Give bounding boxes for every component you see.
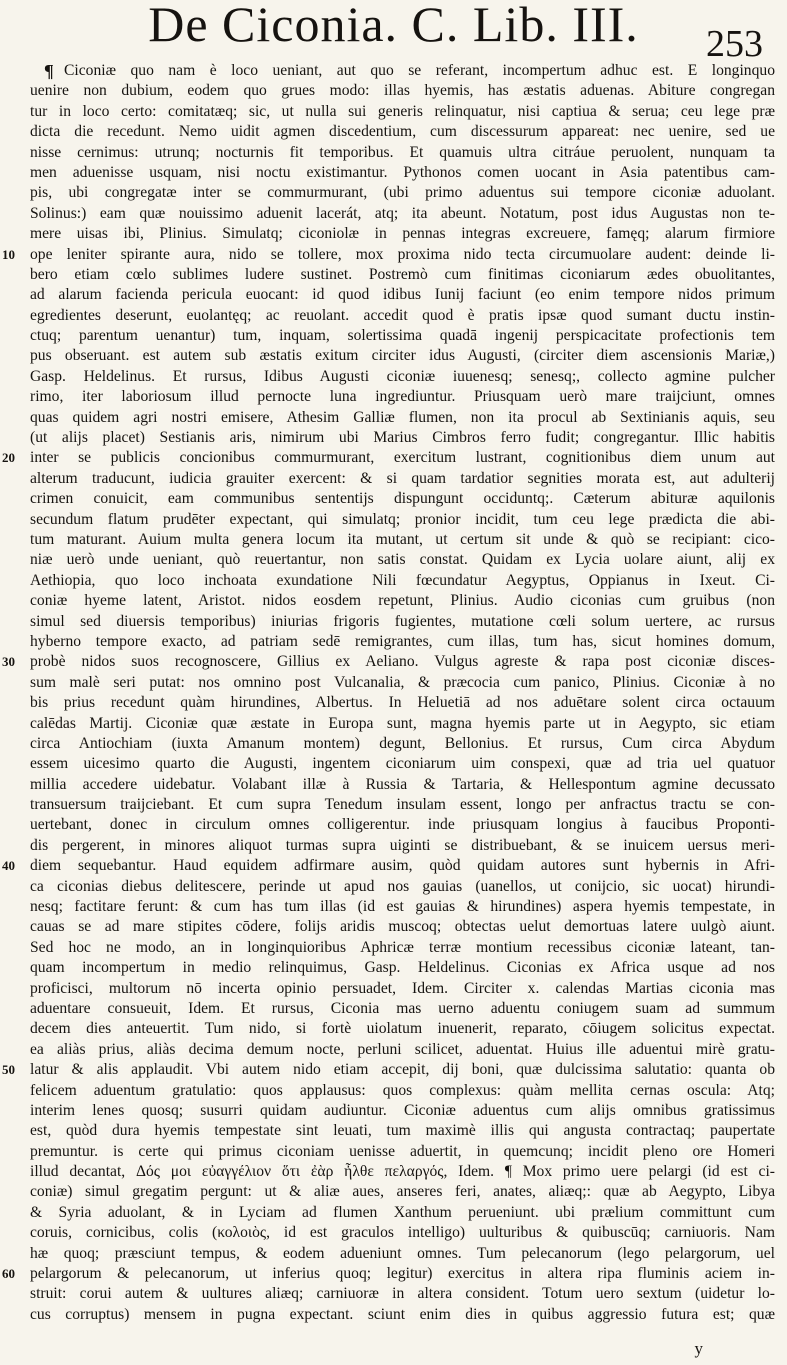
line-text: crimen conuicit, eam communibus sententijs dispungunt occiduntq;. Cæterum abituræ aquilonis bbox=[30, 490, 775, 508]
text-line bbox=[0, 1060, 787, 1080]
line-text: pelargorum & pelecanorum, ut inferius quoq; legitur) exercitus in altera ripa fluminis aciem in- bbox=[30, 1265, 775, 1283]
line-number: 30 bbox=[2, 654, 15, 670]
line-text: premuntur. is certe qui primus ciconiam uenisse aduertit, in quemcunq; incidit pleno ore Homeri bbox=[30, 1142, 775, 1160]
line-text: probè nidos suos recognoscere, Gillius ex Aeliano. Vulgus agreste & rapa post ciconiæ disces- bbox=[30, 653, 775, 671]
text-line bbox=[0, 285, 787, 305]
line-text: ca ciconias diebus delitescere, perinde ut apud nos gauias (uanellos, ut conijcio, sic uocat) hirundi- bbox=[30, 877, 775, 895]
body-text bbox=[0, 61, 787, 1325]
line-text: rimo, iter laboriosum illud pernocte luna ingrediuntur. Priusquam uerò mare traijciunt, omnes bbox=[30, 388, 775, 406]
text-line bbox=[0, 917, 787, 937]
text-line bbox=[0, 265, 787, 285]
text-line bbox=[0, 1121, 787, 1141]
line-text: Ciconiæ quo nam è loco ueniant, aut quo se referant, incompertum adhuc est. E longinquo bbox=[64, 62, 775, 79]
text-line bbox=[0, 673, 787, 693]
text-line bbox=[0, 856, 787, 876]
line-text: illud decantat, Δός μοι εὐαγγέλιον ὅτι ἐὰρ ἦλθε πελαργός, Idem. ¶ Mox primo uere pelargi (id est ci- bbox=[30, 1163, 775, 1181]
line-text: millia accedere uidebatur. Volabant illæ à Russia & Tartaria, & Hellespontum agmine decussato bbox=[30, 775, 775, 793]
signature-mark: y bbox=[694, 1339, 703, 1358]
line-text: ope leniter spirante aura, nido se tollere, mox proxima nido tecta circumuolare audent: deinde li- bbox=[30, 245, 775, 263]
text-line bbox=[0, 367, 787, 387]
line-number: 10 bbox=[2, 246, 15, 262]
text-line bbox=[0, 204, 787, 224]
text-line bbox=[0, 1244, 787, 1264]
text-line bbox=[0, 958, 787, 978]
text-line bbox=[0, 714, 787, 734]
line-text: uenire non dubium, eodem quo grues modo: illas hyemis, has æstatis aduenas. Abiture congregan bbox=[30, 82, 775, 100]
text-line bbox=[0, 428, 787, 448]
text-line bbox=[0, 734, 787, 754]
text-line bbox=[0, 510, 787, 530]
text-line bbox=[0, 693, 787, 713]
line-text: niæ uerò unde ueniant, quò reuertantur, non satis constat. Quidam ex Lycia uolare aiunt, alij ex bbox=[30, 551, 775, 569]
line-text: simul sed diuersis temporibus) iniurias frigoris fugientes, mutatione cœli solum uertere, ac rursus bbox=[30, 612, 775, 630]
text-line bbox=[0, 1142, 787, 1162]
text-line bbox=[0, 795, 787, 815]
text-line bbox=[0, 183, 787, 203]
line-text: & Syria aduolant, & in Lyciam ad flumen Xanthum perueniunt. ubi prælium committunt cum bbox=[30, 1203, 775, 1221]
text-line bbox=[0, 81, 787, 101]
text-line bbox=[0, 1203, 787, 1223]
line-text: dicta die recedunt. Nemo uidit agmen discedentium, cum discessurum appareat: nec uenire, sed ue bbox=[30, 123, 775, 141]
line-text: aduentare consueuit, Idem. Et rursus, Ciconia mas uerno aduentu coniugem suam ad summum bbox=[30, 999, 775, 1017]
line-text: cauas se ad mare stipites cōdere, folijs aridis muscoq; obtectas uelut demortuas latere uulgò aiunt. bbox=[30, 918, 775, 936]
text-line bbox=[0, 530, 787, 550]
text-line bbox=[0, 591, 787, 611]
line-text: Sed hoc ne modo, an in longinquioribus Aphricæ terræ montium recessibus ciconiæ lateant, tan- bbox=[30, 938, 775, 956]
text-line bbox=[0, 326, 787, 346]
line-text: Solinus:) eam quæ nouissimo aduenit lacerát, atq; ita abeunt. Notatum, post idus Augustas non te- bbox=[30, 204, 775, 222]
page-number: 253 bbox=[706, 23, 763, 65]
text-line bbox=[0, 632, 787, 652]
running-title: De Ciconia. C. Lib. III. bbox=[148, 0, 639, 52]
text-line bbox=[0, 938, 787, 958]
line-text: secundum flatum prudēter expectant, qui simulatq; pronior incidit, tum ceu lege prædicta die abi- bbox=[30, 510, 775, 528]
line-text: hyberno tempore exacto, ad patriam sedē remigrantes, cum illas, tum has, sicut homines domum, bbox=[30, 632, 775, 650]
text-line bbox=[0, 897, 787, 917]
line-text: transuersum traijciebant. Et cum supra Tenedum insulam essent, longo per anfractus tractu se con- bbox=[30, 796, 775, 814]
text-line bbox=[0, 306, 787, 326]
text-line bbox=[0, 122, 787, 142]
text-line bbox=[0, 1101, 787, 1121]
line-text: decem dies anteuertit. Tum nido, si fortè uiolatum inuenerit, reparato, cōiugem solicitus expectat. bbox=[30, 1020, 775, 1038]
line-text: ea aliàs prius, aliàs decima demum nocte, perluni scilicet, aduentat. Huius ille aduentui mirè gratu- bbox=[30, 1040, 775, 1058]
line-text: tum maturant. Auium multa genera locum ita mutant, ut certum sit unde & quò se recipiant: cico- bbox=[30, 530, 775, 548]
line-text: interim lenes quosq; susurri quidam audiuntur. Ciconiæ aduentus cum alijs omnibus gratissimus bbox=[30, 1101, 775, 1119]
text-line bbox=[0, 1162, 787, 1182]
line-text: tur in loco certo: comitatæq; sic, ut nulla sui generis relinquatur, nisi captiua & serua; ceu lege præ bbox=[30, 102, 775, 120]
line-text: mere uisas ibi, Plinius. Simulatq; ciconiolæ in pennas integras excreuere, famęq; alarum firmiore bbox=[30, 225, 775, 243]
line-text: est, quòd dura hyemis tempestate sint leuati, tum maximè illis qui angusta contractaq; paupertate bbox=[30, 1122, 775, 1140]
line-text: diem sequebantur. Haud equidem adfirmare ausim, quòd quidam autores sunt hybernis in Afri- bbox=[30, 857, 775, 875]
line-text: alterum traducunt, iudicia grauiter exercent: & si quam tardatior segnities morata est, aut adulterij bbox=[30, 469, 775, 487]
line-text: pus obseruant. est autem sub æstatis exitum circiter idus Augusti, (circiter diem ascensionis Mariæ,) bbox=[30, 347, 775, 365]
line-text: uertebant, donec in circulum omnes colligerentur. inde priusquam longius à faucibus Proponti- bbox=[30, 816, 775, 834]
text-line bbox=[0, 1081, 787, 1101]
text-line bbox=[0, 836, 787, 856]
text-line bbox=[0, 1182, 787, 1202]
text-line bbox=[0, 1284, 787, 1304]
line-text: nisse cernimus: utrunq; nocturnis fit temporibus. Et quamuis ultra citráue peruolent, nunquam ta bbox=[30, 143, 775, 161]
text-line bbox=[0, 245, 787, 265]
page-header bbox=[0, 0, 787, 65]
line-text: quas quidem agri nostri emisere, Athesim Galliæ flumen, non ita procul ab Sextinianis aquis, seu bbox=[30, 408, 775, 426]
line-text: men aduenisse usquam, nisi noctu existimantur. Pythonos comen uocant in Asia patentibus cam- bbox=[30, 163, 775, 181]
text-line bbox=[0, 163, 787, 183]
text-line bbox=[0, 652, 787, 672]
line-number: 40 bbox=[2, 858, 15, 874]
text-line bbox=[0, 775, 787, 795]
line-text: ctuq; parentum uenantur) tum, inquam, solertissima quadā ingenij perspicacitate profectionis tem bbox=[30, 327, 775, 345]
text-line bbox=[0, 489, 787, 509]
text-line bbox=[0, 1305, 787, 1325]
line-text: nesq; factitare ferunt: & cum has tum illas (id est gauias & hirundines) aspera hyemis tempestate, in bbox=[30, 898, 775, 916]
line-text: pis, ubi congregatæ inter se commurmurant, (ubi primo aduentus sui tempore ciconiæ aduolant. bbox=[30, 184, 775, 202]
line-text: hæ quoq; præsciunt tempus, & eodem adueniunt omnes. Tum pelecanorum (lego pelargorum, uel bbox=[30, 1244, 775, 1262]
line-text: calēdas Martij. Ciconiæ quæ æstate in Europa sunt, magna hyemis parte ut in Aegypto, sic etiam bbox=[30, 714, 775, 732]
text-line bbox=[0, 102, 787, 122]
line-text: latur & alis applaudit. Vbi autem nido etiam accepit, dij boni, quæ dulcissima salutatio: quanta ob bbox=[30, 1061, 775, 1079]
text-line bbox=[0, 1264, 787, 1284]
paragraph-mark: ¶ bbox=[44, 61, 54, 81]
line-text: ad alarum facienda pericula euocant: id quod idibus Iunij faciunt (eo enim tempore nidos primum bbox=[30, 286, 775, 304]
line-text: coniæ) simul gregatim pergunt: ut & aliæ aues, anseres feri, anates, aliæq;: quæ ab Aegypto, Libya bbox=[30, 1183, 775, 1201]
line-text: sum malè seri putat: nos omnino post Vulcanalia, & præcocia cum panico, Plinius. Ciconiæ à no bbox=[30, 673, 775, 691]
line-number: 60 bbox=[2, 1266, 15, 1282]
text-line bbox=[0, 612, 787, 632]
line-text: quam incompertum in medio relinquimus, Gasp. Heldelinus. Ciconias ex Africa usque ad nos bbox=[30, 959, 775, 977]
line-text: bero etiam cœlo sublimes ludere sustinet. Postremò cum finitimas ciconiarum ædes obuolitantes, bbox=[30, 265, 775, 283]
line-text: struit: corui autem & uultures aliæq; carniuoræ in altera consident. Totum uero sextum (uidetur lo- bbox=[30, 1285, 775, 1303]
line-number: 50 bbox=[2, 1062, 15, 1078]
text-line bbox=[0, 469, 787, 489]
text-line bbox=[0, 999, 787, 1019]
line-text: egredientes deserunt, euolantęq; ac reuolant. accedit quod è pratis ipsæ quod sumant ductu instin- bbox=[30, 306, 775, 324]
line-text: dis pergerent, in minores aliquot turmas supra uiginti se distribuebant, & se inuicem uersus meri- bbox=[30, 836, 775, 854]
text-line bbox=[0, 61, 787, 81]
text-line bbox=[0, 387, 787, 407]
text-line bbox=[0, 448, 787, 468]
text-line bbox=[0, 143, 787, 163]
text-line bbox=[0, 979, 787, 999]
line-text: essem uicesimo quarto die Augusti, ingentem ciconiarum uim conspexi, quæ ad tria uel quatuor bbox=[30, 755, 775, 773]
text-line bbox=[0, 1040, 787, 1060]
text-line bbox=[0, 408, 787, 428]
line-text: Aethiopia, quo loco inchoata exundatione Nili fœcundatur Aegyptus, Oppianus in Ixeut. Ci- bbox=[30, 571, 775, 589]
line-text: circa Antiochiam (iuxta Amanum montem) degunt, Bellonius. Et rursus, Cum circa Abydum bbox=[30, 734, 775, 752]
text-line bbox=[0, 1223, 787, 1243]
text-line bbox=[0, 571, 787, 591]
text-line bbox=[0, 346, 787, 366]
text-line bbox=[0, 754, 787, 774]
line-text: coniæ hyeme latent, Aristot. nidos eosdem repetunt, Plinius. Audio ciconias cum gruibus (non bbox=[30, 592, 775, 610]
line-text: proficisci, multorum nō incerta opinio persuadet, Idem. Circiter x. calendas Martias ciconia mas bbox=[30, 979, 775, 997]
line-text: felicem aduentum gratulatio: quos applausus: quos complexus: quàm mellita cernas oscula: Atq; bbox=[30, 1081, 775, 1099]
text-line bbox=[0, 1019, 787, 1039]
line-text: Gasp. Heldelinus. Et rursus, Idibus Augusti ciconiæ iuuenesq; senesq;, collecto agmine pulcher bbox=[30, 367, 775, 385]
line-text: coruis, cornicibus, colis (κολοιὸς, id est graculos intelligo) uulturibus & quibuscūq; carniuoris. Nam bbox=[30, 1224, 775, 1242]
line-text: inter se publicis concionibus commurmurant, exercitum lustrant, cognitionibus diem unum aut bbox=[30, 449, 775, 467]
line-text: bis prius recedunt quàm hirundines, Albertus. In Heluetiā ad nos aduētare solent circa octauum bbox=[30, 694, 775, 712]
line-text: (ut alijs placet) Sestianis aris, nimirum ubi Marius Cimbros ferro fudit; congregantur. Illic habitis bbox=[30, 429, 775, 447]
line-text: cus corruptus) mensem in pugna expectant. sciunt enim dies in quibus aggressio futura est; quæ bbox=[30, 1305, 775, 1323]
text-line bbox=[0, 550, 787, 570]
text-line bbox=[0, 815, 787, 835]
text-line bbox=[0, 224, 787, 244]
text-line bbox=[0, 877, 787, 897]
line-number: 20 bbox=[2, 450, 15, 466]
